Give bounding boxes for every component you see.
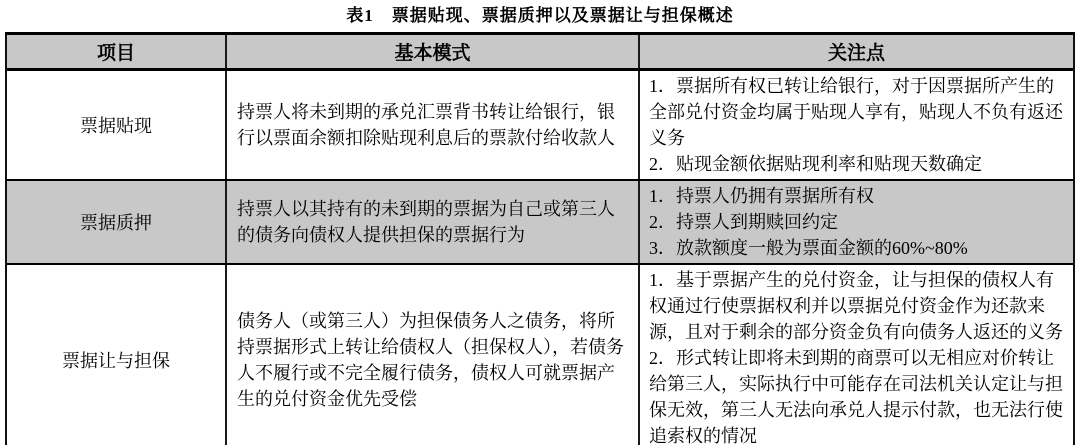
attention-point: 1．基于票据产生的兑付资金，让与担保的债权人有权通过行使票据权利并以票据兑付资金作为还款来源，且对于剩余的部分资金负有向债务人返还的义务	[649, 270, 1063, 342]
table-header-row	[7, 35, 1073, 71]
attention-point: 2．贴现金额依据贴现利率和贴现天数确定	[649, 154, 982, 174]
bill-comparison-table	[5, 32, 1075, 445]
item-cell: 票据贴现	[7, 71, 227, 179]
basic-mode-cell	[227, 181, 640, 263]
basic-mode-text: 持票人将未到期的承兑汇票背书转让给银行，银行以票面余额扣除贴现利息后的票款付给收款人	[237, 102, 615, 148]
table-row-bill-discount	[7, 71, 1073, 181]
table-row-bill-transfer-guarantee	[7, 265, 1073, 445]
attention-points-cell	[640, 71, 1073, 179]
basic-mode-cell	[227, 265, 640, 445]
item-cell: 票据让与担保	[7, 265, 227, 445]
basic-mode-text: 持票人以其持有的未到期的票据为自己或第三人的债务向债权人提供担保的票据行为	[237, 199, 615, 245]
attention-points-cell	[640, 181, 1073, 263]
attention-point: 3．放款额度一般为票面金额的60%~80%	[649, 238, 968, 258]
attention-point: 1．票据所有权已转让给银行，对于因票据所产生的全部兑付资金均属于贴现人享有，贴现人不负有返还义务	[649, 76, 1063, 148]
column-header-attention-points: 关注点	[827, 43, 885, 64]
attention-point: 2．形式转让即将未到期的商票可以无相应对价转让给第三人，实际执行中可能存在司法机关认定让与担保无效，第三人无法向承兑人提示付款，也无法行使追索权的情况	[649, 348, 1063, 445]
column-header-item: 项目	[7, 35, 227, 68]
item-cell: 票据质押	[7, 181, 227, 263]
basic-mode-cell	[227, 71, 640, 179]
attention-points-cell	[640, 265, 1073, 445]
basic-mode-text: 债务人（或第三人）为担保债务人之债务，将所持票据形式上转让给债权人（担保权人），若债务人不履行或不完全履行债务，债权人可就票据产生的兑付资金优先受偿	[237, 311, 624, 409]
column-header-basic-mode: 基本模式	[227, 35, 640, 68]
table-row-bill-pledge	[7, 181, 1073, 265]
table-title: 表1 票据贴现、票据质押以及票据让与担保概述	[346, 6, 734, 25]
attention-point: 2．持票人到期赎回约定	[649, 212, 838, 232]
attention-point: 1．持票人仍拥有票据所有权	[649, 186, 874, 206]
